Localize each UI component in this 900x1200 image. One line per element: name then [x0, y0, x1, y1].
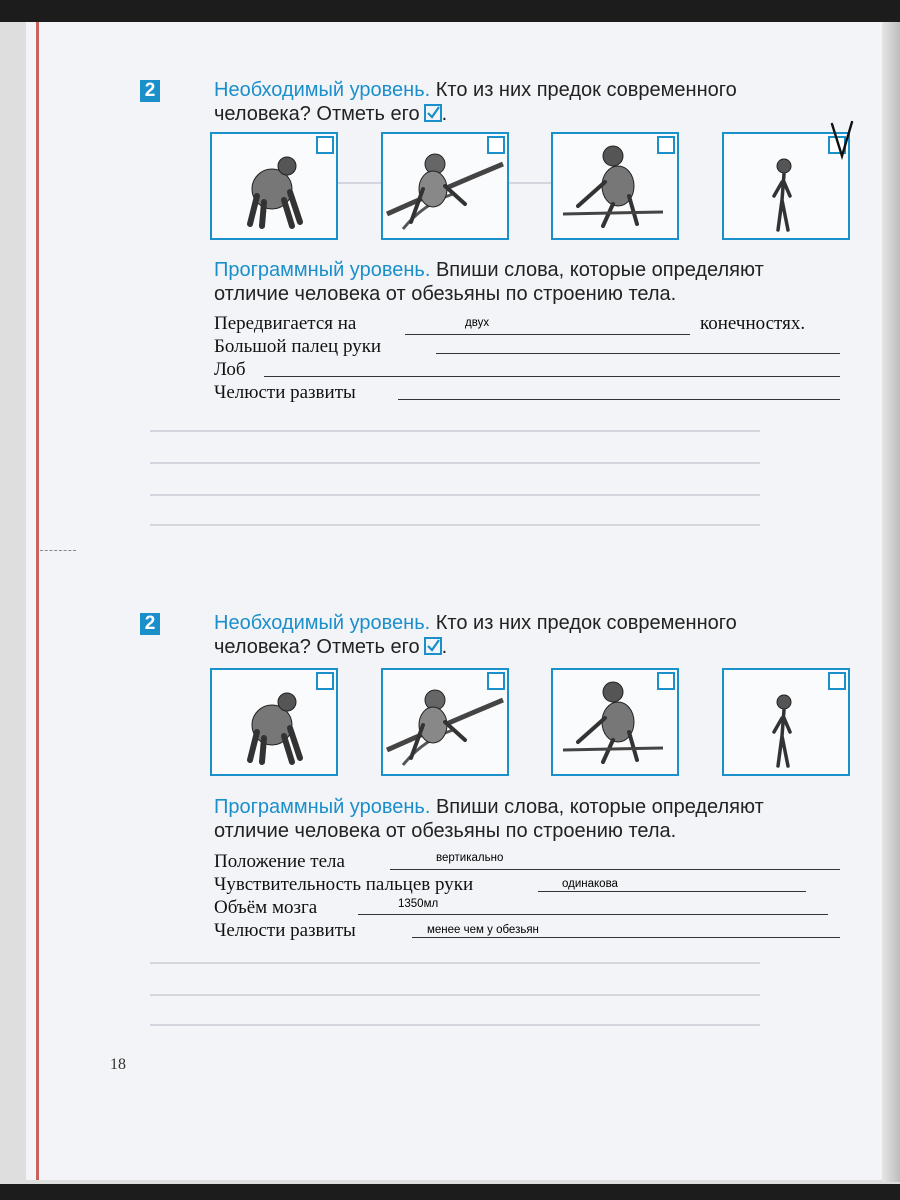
required-level-label: Необходимый уровень.	[214, 79, 431, 101]
question-period: .	[441, 103, 448, 125]
handwritten-answer: менее чем у обезьян	[427, 924, 539, 936]
handwritten-answer: вертикально	[436, 852, 504, 864]
handwritten-answer: одинакова	[562, 878, 618, 890]
answer-line[interactable]	[264, 376, 840, 377]
scan-shadow	[882, 22, 900, 1182]
field-label: Челюсти развиты	[214, 382, 356, 403]
task-question	[214, 78, 854, 126]
scan-fold-mark	[40, 550, 76, 552]
answer-line[interactable]	[436, 353, 840, 354]
program-line-1: Впиши слова, которые определяют	[435, 796, 764, 818]
scanner-top-border	[0, 0, 900, 22]
option-checkbox[interactable]	[487, 672, 505, 690]
field-label: Объём мозга	[214, 897, 318, 918]
gorilla-option[interactable]	[210, 132, 338, 240]
program-line-2: отличие человека от обезьяны по строению тела.	[214, 283, 677, 305]
show-through-line	[150, 462, 760, 464]
show-through-line	[150, 962, 760, 964]
gorilla-option[interactable]	[210, 668, 338, 776]
option-checkbox[interactable]	[316, 672, 334, 690]
question-line-1: Кто из них предок современного	[435, 612, 737, 634]
task-number-badge: 2	[140, 613, 160, 635]
option-checkbox[interactable]	[657, 136, 675, 154]
orangutan-option[interactable]	[381, 132, 509, 240]
program-task	[214, 258, 854, 306]
required-level-label: Необходимый уровень.	[214, 612, 431, 634]
field-label: Большой палец руки	[214, 336, 382, 357]
answer-line[interactable]	[390, 869, 840, 870]
orangutan-option[interactable]	[381, 668, 509, 776]
option-checkbox[interactable]	[487, 136, 505, 154]
answer-line[interactable]	[412, 937, 840, 938]
scanner-bottom-border	[0, 1184, 900, 1200]
show-through-line	[150, 994, 760, 996]
question-line-1: Кто из них предок современного	[435, 79, 737, 101]
option-checkbox[interactable]	[657, 672, 675, 690]
answer-line[interactable]	[405, 334, 690, 335]
program-line-2: отличие человека от обезьяны по строению тела.	[214, 820, 677, 842]
option-checkbox[interactable]	[828, 672, 846, 690]
checkmark-box-icon	[424, 637, 442, 655]
checkmark-box-icon	[424, 104, 442, 122]
field-label: Челюсти развиты	[214, 920, 356, 941]
handwritten-answer: двух	[465, 317, 490, 329]
chimpanzee-option[interactable]	[551, 668, 679, 776]
page-number: 18	[110, 1056, 126, 1073]
field-label: Передвигается на	[214, 313, 357, 334]
program-line-1: Впиши слова, которые определяют	[435, 259, 764, 281]
field-label: Положение тела	[214, 851, 345, 872]
show-through-line	[150, 524, 760, 526]
program-level-label: Программный уровень.	[214, 796, 431, 818]
option-checkbox[interactable]	[316, 136, 334, 154]
task-question	[214, 611, 854, 659]
question-line-2: человека? Отметь его	[214, 103, 420, 125]
program-task	[214, 795, 854, 843]
answer-line[interactable]	[358, 914, 828, 915]
page-binding-edge	[36, 22, 39, 1180]
field-label: Чувствительность пальцев руки	[214, 874, 474, 895]
handwritten-answer: 1350мл	[398, 898, 439, 910]
program-level-label: Программный уровень.	[214, 259, 431, 281]
task-number-badge: 2	[140, 80, 160, 102]
chimpanzee-option[interactable]	[551, 132, 679, 240]
show-through-line	[150, 1024, 760, 1026]
question-period: .	[441, 636, 448, 658]
handwritten-v-mark-icon	[826, 118, 860, 162]
early-human-option[interactable]	[722, 668, 850, 776]
answer-line[interactable]	[398, 399, 840, 400]
field-label: Лоб	[214, 359, 246, 380]
field-suffix: конечностях.	[700, 313, 806, 334]
answer-line[interactable]	[538, 891, 806, 892]
show-through-line	[150, 430, 760, 432]
show-through-line	[150, 494, 760, 496]
question-line-2: человека? Отметь его	[214, 636, 420, 658]
